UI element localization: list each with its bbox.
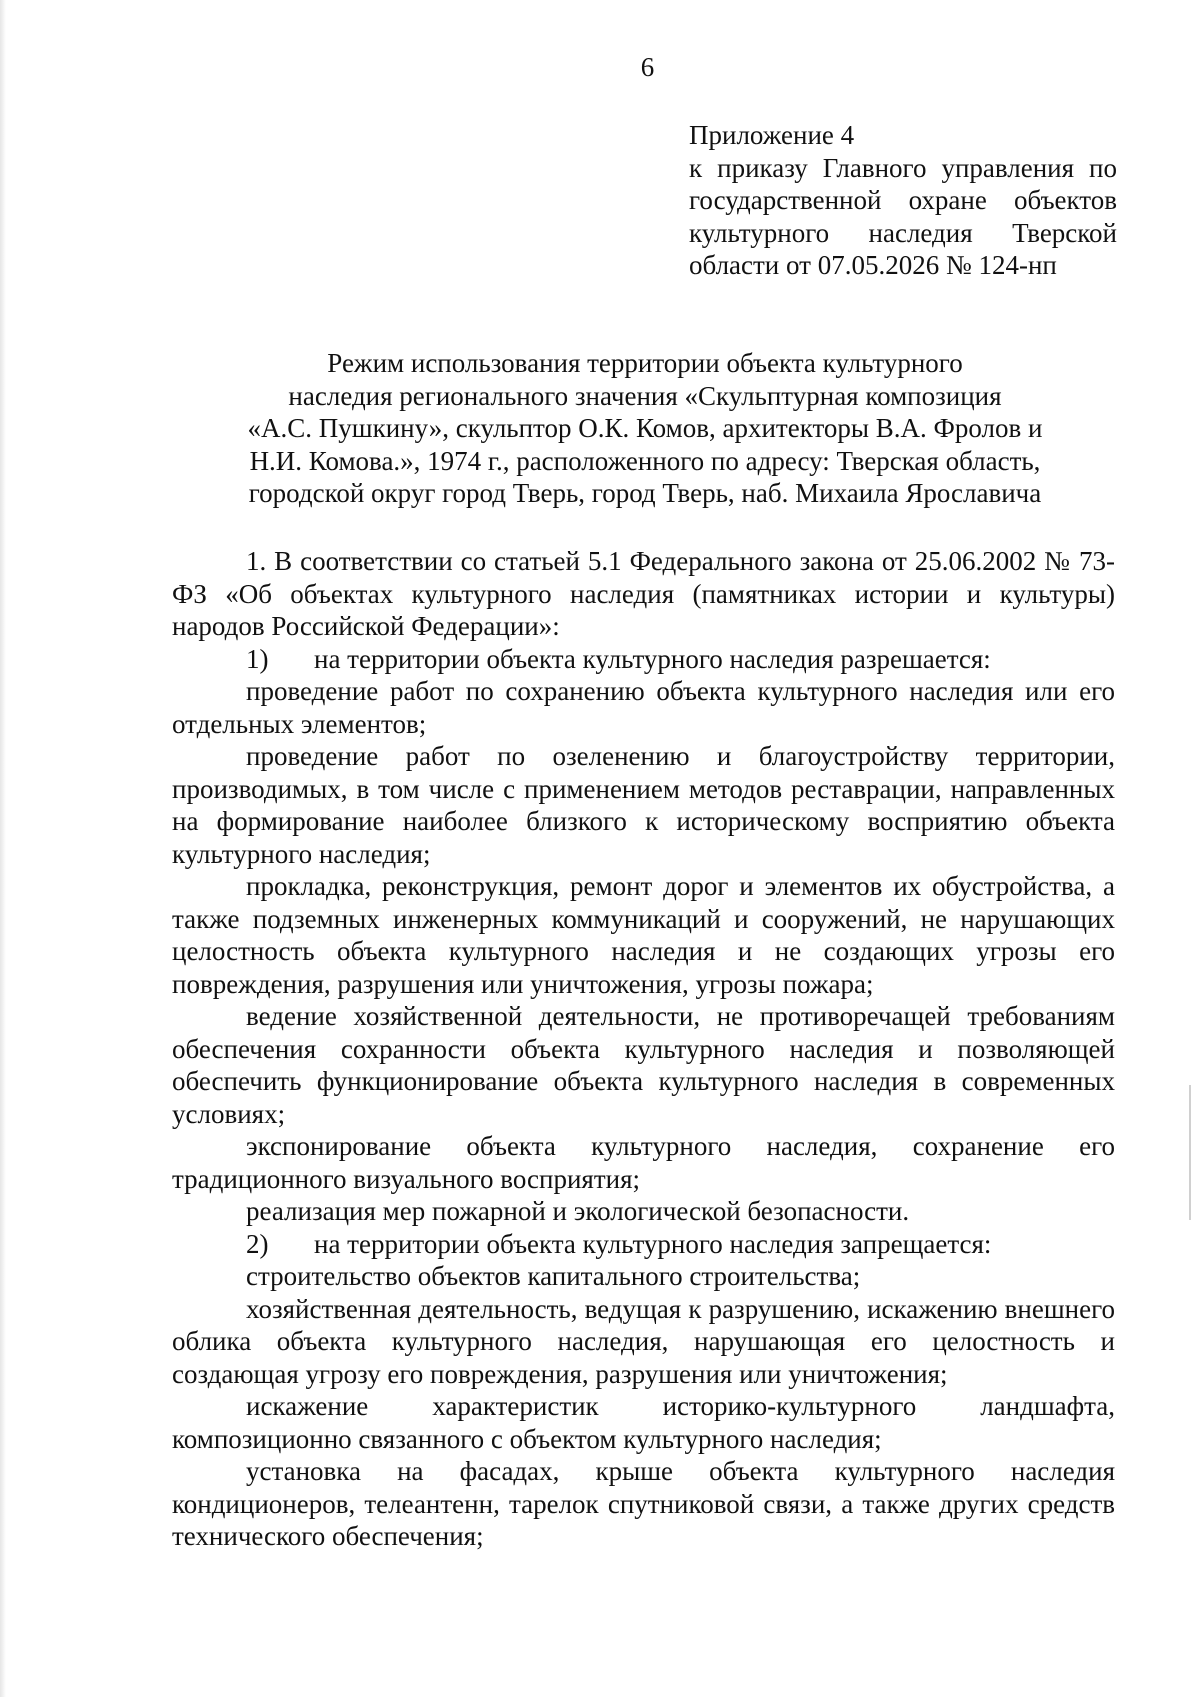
allowed-entry: экспонирование объекта культурного наследия, сохранение его традиционного визуального восприятия; [172, 1131, 1115, 1194]
appendix-line: культурного наследия Тверской [689, 217, 1117, 248]
allowed-entry: проведение работ по озеленению и благоустройству территории, производимых, в том числе с применением методов реставрации, направленных на формирование наиболее близкого к историческому восприятию объекта культурного наследия; [172, 741, 1115, 869]
appendix-block [689, 119, 1117, 282]
page-number: 6 [640, 52, 655, 82]
allowed-entry: прокладка, реконструкция, ремонт дорог и элементов их обустройства, а также подземных инженерных коммуникаций и сооружений, не нарушающих целостность объекта культурного наследия и не создающих угрозы его повреждения, разрушения или уничтожения, угрозы пожара; [172, 871, 1115, 999]
allowed-entry: проведение работ по сохранению объекта культурного наследия или его отдельных элементов; [172, 676, 1115, 739]
appendix-heading: Приложение 4 [689, 120, 855, 150]
list-item-forbidden-heading [172, 1228, 1115, 1261]
allowed-entry: ведение хозяйственной деятельности, не противоречащей требованиям обеспечения сохранности объекта культурного наследия и позволяющей обеспечить функционирование объекта культурного наследия в современных условиях; [172, 1001, 1115, 1129]
appendix-line: области от 07.05.2026 № 124-нп [689, 250, 1057, 280]
forbidden-entry: установка на фасадах, крыше объекта культурного наследия кондиционеров, телеантенн, тарелок спутниковой связи, а также других средств технического обеспечения; [172, 1456, 1115, 1551]
paragraph-intro: 1. В соответствии со статьей 5.1 Федерального закона от 25.06.2002 № 73-ФЗ «Об объектах культурного наследия (памятниках истории и культуры) народов Российской Федерации»: [172, 546, 1115, 641]
list-item-allowed-heading [172, 643, 1115, 676]
title-line: «А.С. Пушкину», скульптор О.К. Комов, архитекторы В.А. Фролов и [247, 413, 1043, 443]
title-line: наследия регионального значения «Скульптурная композиция [288, 380, 1002, 411]
scan-edge-mark [1189, 1085, 1191, 1220]
scan-edge-shadow [0, 0, 6, 1697]
title-line: Н.И. Комова.», 1974 г., расположенного по адресу: Тверская область, [249, 445, 1041, 476]
title-line: городской округ город Тверь, город Тверь, наб. Михаила Ярославича [248, 478, 1042, 508]
forbidden-entry: искажение характеристик историко-культурного ландшафта, композиционно связанного с объектом культурного наследия; [172, 1391, 1115, 1454]
document-body [172, 545, 1115, 1553]
appendix-line: государственной охране объектов [689, 185, 1117, 215]
item-text: на территории объекта культурного наследия разрешается: [314, 643, 991, 674]
forbidden-entry: хозяйственная деятельность, ведущая к разрушению, искажению внешнего облика объекта культурного наследия, нарушающая его целостность и создающая угрозу его повреждения, разрушения или уничтожения; [172, 1293, 1115, 1389]
appendix-line: к приказу Главного управления по [689, 152, 1117, 183]
item-number: 2) [246, 1228, 269, 1259]
item-text: на территории объекта культурного наследия запрещается: [314, 1228, 992, 1259]
item-number: 1) [246, 643, 269, 674]
document-title [170, 347, 1120, 510]
title-line: Режим использования территории объекта культурного [327, 348, 963, 378]
allowed-entry: реализация мер пожарной и экологической безопасности. [246, 1196, 910, 1226]
forbidden-entry: строительство объектов капитального строительства; [246, 1261, 861, 1291]
